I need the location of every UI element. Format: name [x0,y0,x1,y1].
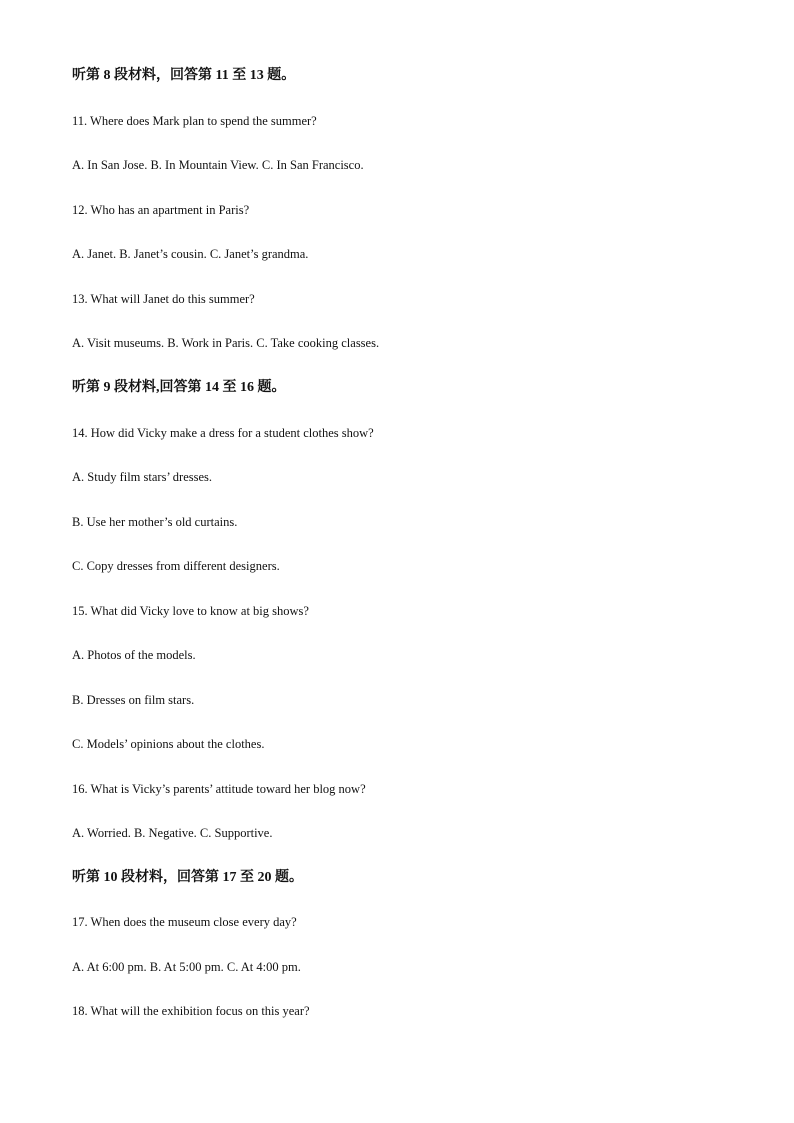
question-17: 17. When does the museum close every day? [72,915,297,929]
question-16-options: A. Worried. B. Negative. C. Supportive. [72,826,273,840]
question-13-options: A. Visit museums. B. Work in Paris. C. Take cooking classes. [72,336,380,350]
question-17-options: A. At 6:00 pm. B. At 5:00 pm. C. At 4:00 pm. [72,960,301,974]
section-heading-8: 听第 8 段材料，回答第 11 至 13 题。 [72,68,296,83]
question-15-option-c: C. Models’ opinions about the clothes. [72,737,265,751]
question-11-options: A. In San Jose. B. In Mountain View. C. In San Francisco. [72,158,364,172]
question-16: 16. What is Vicky’s parents’ attitude toward her blog now? [72,782,366,796]
section-heading-9: 听第 9 段材料,回答第 14 至 16 题。 [72,380,286,395]
section-heading-10: 听第 10 段材料，回答第 17 至 20 题。 [72,870,303,885]
question-14-option-a: A. Study film stars’ dresses. [72,470,213,484]
question-13: 13. What will Janet do this summer? [72,292,255,306]
question-11: 11. Where does Mark plan to spend the summer? [72,114,317,128]
question-15: 15. What did Vicky love to know at big shows? [72,604,309,618]
question-14-option-b: B. Use her mother’s old curtains. [72,515,238,529]
question-14-option-c: C. Copy dresses from different designers. [72,559,280,573]
question-12: 12. Who has an apartment in Paris? [72,203,250,217]
question-12-options: A. Janet. B. Janet’s cousin. C. Janet’s grandma. [72,247,309,261]
question-18: 18. What will the exhibition focus on this year? [72,1004,310,1018]
question-14: 14. How did Vicky make a dress for a student clothes show? [72,426,374,440]
question-15-option-b: B. Dresses on film stars. [72,693,195,707]
question-15-option-a: A. Photos of the models. [72,648,196,662]
